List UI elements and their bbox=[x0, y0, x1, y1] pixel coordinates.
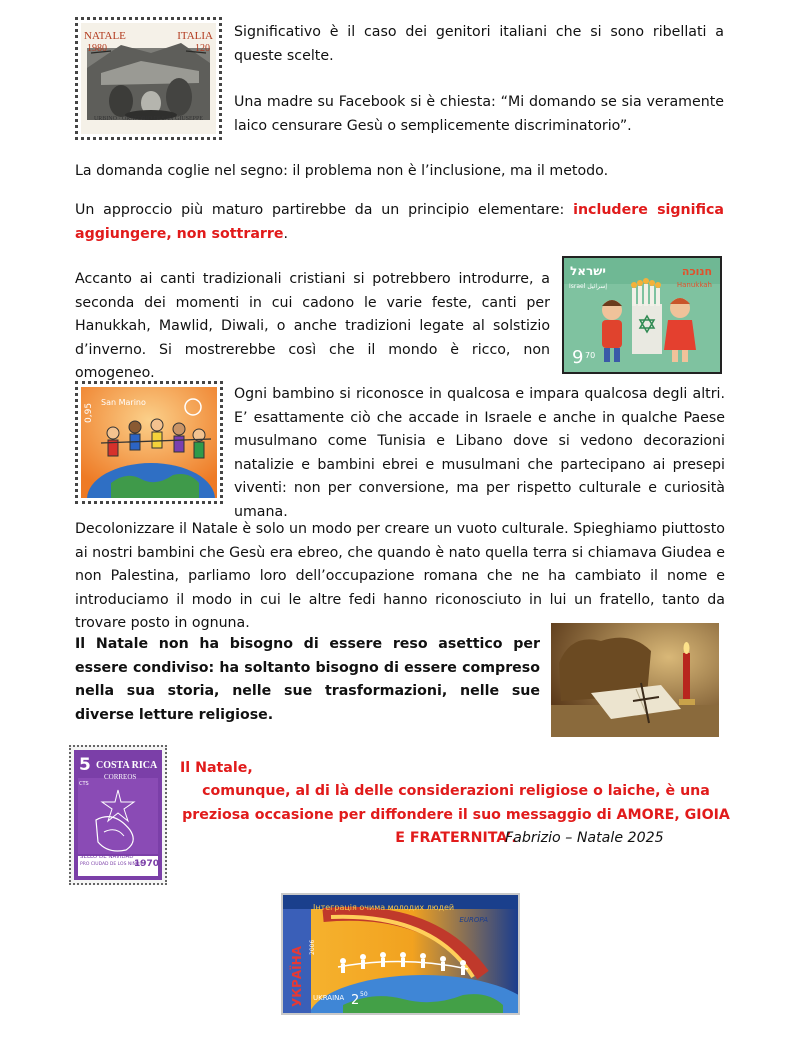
stamp-costa-rica-country: COSTA RICA bbox=[96, 760, 158, 771]
stamp-ukraina-header: Інтеграція очима молодих людей bbox=[313, 903, 455, 912]
stamp-italia-right-label: ITALIA bbox=[177, 30, 213, 42]
stamp-costa-rica-line1: SELLO DE NAVIDAD bbox=[80, 853, 134, 860]
stamp-ukraina-value: 2 bbox=[351, 992, 360, 1008]
stamp-italia-value: 120 bbox=[195, 43, 210, 54]
stamp-israel-hebrew-title: חנוכה bbox=[681, 265, 712, 278]
image-bible-candle bbox=[551, 623, 719, 737]
stamp-ukraina-cents: 50 bbox=[360, 990, 368, 998]
stamp-italia-left-label: NATALE bbox=[84, 30, 126, 42]
stamp-italia-caption: URBINO · ORATORIO DI SAN GIUSEPPE bbox=[93, 115, 204, 122]
stamp-costa-rica-value: 5 bbox=[79, 755, 91, 775]
stamp-san-marino-country: San Marino bbox=[101, 398, 146, 407]
approccio-highlight: includere significa aggiungere, non sottrarre bbox=[75, 202, 724, 242]
stamp-ukraina-country-latin: UKRAINA bbox=[313, 993, 345, 1002]
closing-il-natale: Il Natale, bbox=[180, 760, 253, 776]
stamp-israel-cents: 70 bbox=[585, 350, 596, 360]
stamp-israel-hanukkah bbox=[562, 256, 722, 374]
stamp-ukraina-europa-2006 bbox=[281, 893, 520, 1015]
bible-candle-photo bbox=[551, 623, 719, 737]
paragraph-canti-tradizionali: Accanto ai canti tradizionali cristiani si potrebbero introdurre, a seconda dei momenti in cui cadono le varie feste, canti per Hanukkah, Mawlid, Diwali, o anche tradizioni legate al solstizio d’inverno. Si mostrerebbe così che il mondo è ricco, non omogeneo. bbox=[75, 271, 550, 381]
paragraph-natale-asettico: Il Natale non ha bisogno di essere reso asettico per essere condiviso: ha soltanto bisogno di essere compreso nella sua storia, nelle sue trasformazioni, nelle sue diverse letture religiose. bbox=[75, 636, 540, 723]
stamp-italia-natale-1980 bbox=[75, 17, 222, 140]
stamp-san-marino bbox=[75, 381, 223, 504]
paragraph-ogni-bambino: Ogni bambino si riconosce in qualcosa e impara qualcosa degli altri. E’ esattamente ciò che accade in Israele e anche in qualche Paese musulmano come Tunisia e Libano dove si vedono decorazioni natalizie e bambini ebrei e musulmani che partecipano ai presepi viventi: non per conversione, ma per rispetto culturale e curiosità umana. bbox=[234, 386, 725, 520]
stamp-costa-rica-year: 1970 bbox=[133, 858, 159, 869]
stamp-costa-rica-sub: CORREOS bbox=[104, 773, 137, 781]
closing-messaggio: comunque, al di là delle considerazioni religiose o laiche, è una preziosa occasione per diffondere il suo messaggio di AMORE, GIOIA E FRATERNITA’. bbox=[182, 783, 730, 846]
stamp-costa-rica-line2: PRO CIUDAD DE LOS NIÑOS bbox=[80, 861, 143, 867]
stamp-israel-country-sub: Israel إسرائيل bbox=[569, 283, 608, 290]
stamp-israel-country: ישראל bbox=[570, 264, 606, 278]
stamp-san-marino-value: 0,95 bbox=[84, 402, 94, 423]
stamp-italia-year: 1980 bbox=[87, 43, 107, 54]
stamp-costa-rica-value-unit: CTS bbox=[79, 781, 89, 787]
paragraph-decolonizzare-natale: Decolonizzare il Natale è solo un modo per creare un vuoto culturale. Spieghiamo piuttosto ai nostri bambini che Gesù era ebreo, che quando è nato quella terra si chiamava Giudea e non Palestina, parliamo loro dell’occupazione romana che ne ha cambiato il nome e introduciamo il modo in cui le altre fedi hanno riconosciuto in lui un fratello, tanto da trovare posto in ognuna. bbox=[75, 521, 725, 631]
approccio-end: . bbox=[283, 225, 289, 242]
signature: Fabrizio – Natale 2025 bbox=[505, 830, 664, 846]
stamp-costa-rica-1970 bbox=[69, 745, 167, 885]
stamp-ukraina-year: 2006 bbox=[309, 939, 316, 955]
stamp-ukraina-country: УКРАЇНА bbox=[290, 946, 304, 1007]
paragraph-madre-facebook: Una madre su Facebook si è chiesta: “Mi domando se sia veramente laico censurare Gesù o semplicemente discriminatorio”. bbox=[234, 94, 724, 134]
stamp-israel-title: Hanukkah bbox=[676, 281, 712, 289]
paragraph-approccio-maturo bbox=[75, 199, 724, 246]
paragraph-genitori-italiani: Significativo è il caso dei genitori italiani che si sono ribellati a queste scelte. bbox=[234, 24, 724, 64]
stamp-israel-value: 9 bbox=[572, 346, 584, 368]
stamp-ukraina-europa-logo: EUROPA bbox=[459, 916, 488, 924]
paragraph-domanda-coglie: La domanda coglie nel segno: il problema non è l’inclusione, ma il metodo. bbox=[75, 163, 609, 179]
approccio-text: Un approccio più maturo partirebbe da un principio elementare: bbox=[75, 202, 574, 218]
